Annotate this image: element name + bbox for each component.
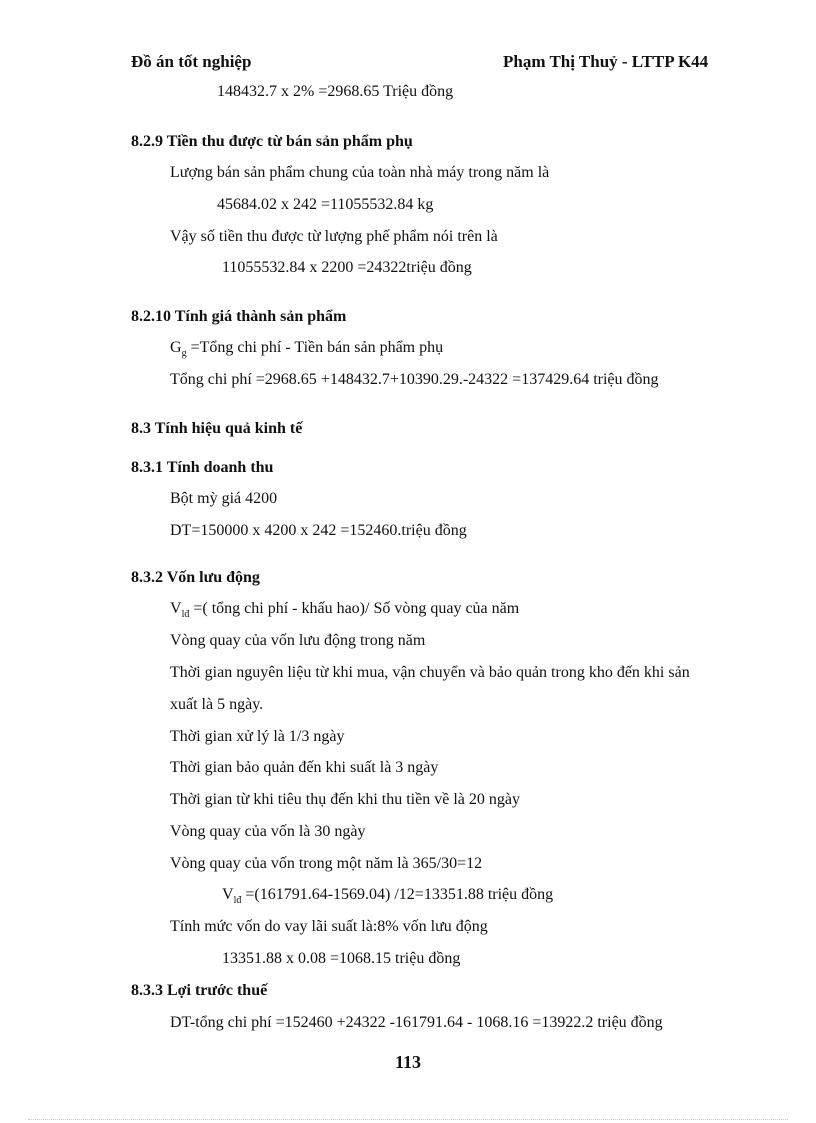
text-line: xuất là 5 ngày. [170,696,264,713]
text-line: 11055532.84 x 2200 =24322triệu đồng [222,259,472,276]
text-line: Tổng chi phí =2968.65 +148432.7+10390.29.-24322 =137429.64 triệu đồng [170,371,659,388]
formula-line: $G_g$ =Tổng chi phí - Tiền bán sản phẩm phụ [170,339,444,360]
section-heading-8-3: 8.3 Tính hiệu quả kinh tế [131,420,303,437]
section-heading-8-2-10: 8.2.10 Tính giá thành sản phẩm [131,308,347,325]
text-line: Tính mức vốn do vay lãi suất là:8% vốn lưu động [170,918,488,935]
formula-line: $V_{lđ} =(161791.64-1569.04)$ /12=13351.88 triệu đồng [222,886,554,907]
text-line: Vòng quay của vốn trong một năm là 365/30=12 [170,855,483,872]
page-number: 113 [394,1052,421,1072]
text-line: 45684.02 x 242 =11055532.84 kg [217,196,434,213]
text-line: Vòng quay của vốn là 30 ngày [170,823,366,840]
text-line: Thời gian nguyên liệu từ khi mua, vận chuyển và bảo quản trong kho đến khi sản [170,664,690,681]
page-edge-divider [28,1119,788,1120]
text-line: Vậy số tiền thu được từ lượng phế phẩm nói trên là [170,228,498,245]
formula-line: $V_{lđ}$ =( tổng chi phí - khấu hao)/ Số vòng quay của năm [170,600,520,621]
header-title: Đồ án tốt nghiệp [131,52,252,71]
text-line: Thời gian từ khi tiêu thụ đến khi thu tiền về là 20 ngày [170,791,520,808]
section-heading-8-3-3: 8.3.3 Lợi trước thuế [131,982,268,999]
section-heading-8-2-9: 8.2.9 Tiền thu được từ bán sản phẩm phụ [131,133,413,150]
section-heading-8-3-2: 8.3.2 Vốn lưu động [131,569,260,586]
text-line: DT-tổng chi phí =152460 +24322 -161791.64 - 1068.16 =13922.2 triệu đồng [170,1014,663,1031]
text-line: 148432.7 x 2% =2968.65 Triệu đồng [217,83,454,100]
section-heading-8-3-1: 8.3.1 Tính doanh thu [131,459,274,476]
text-line: 13351.88 x 0.08 =1068.15 triệu đồng [222,950,461,967]
text-line: Vòng quay của vốn lưu động trong năm [170,632,426,649]
header-author: Phạm Thị Thuỷ - LTTP K44 [503,52,709,71]
text-line: Bột mỳ giá 4200 [170,490,278,507]
text-line: Thời gian xử lý là 1/3 ngày [170,728,345,745]
text-line: DT=150000 x 4200 x 242 =152460.triệu đồng [170,522,467,539]
text-line: Thời gian bảo quản đến khi suất là 3 ngày [170,759,439,776]
text-line: Lượng bán sản phẩm chung của toàn nhà máy trong năm là [170,164,550,181]
